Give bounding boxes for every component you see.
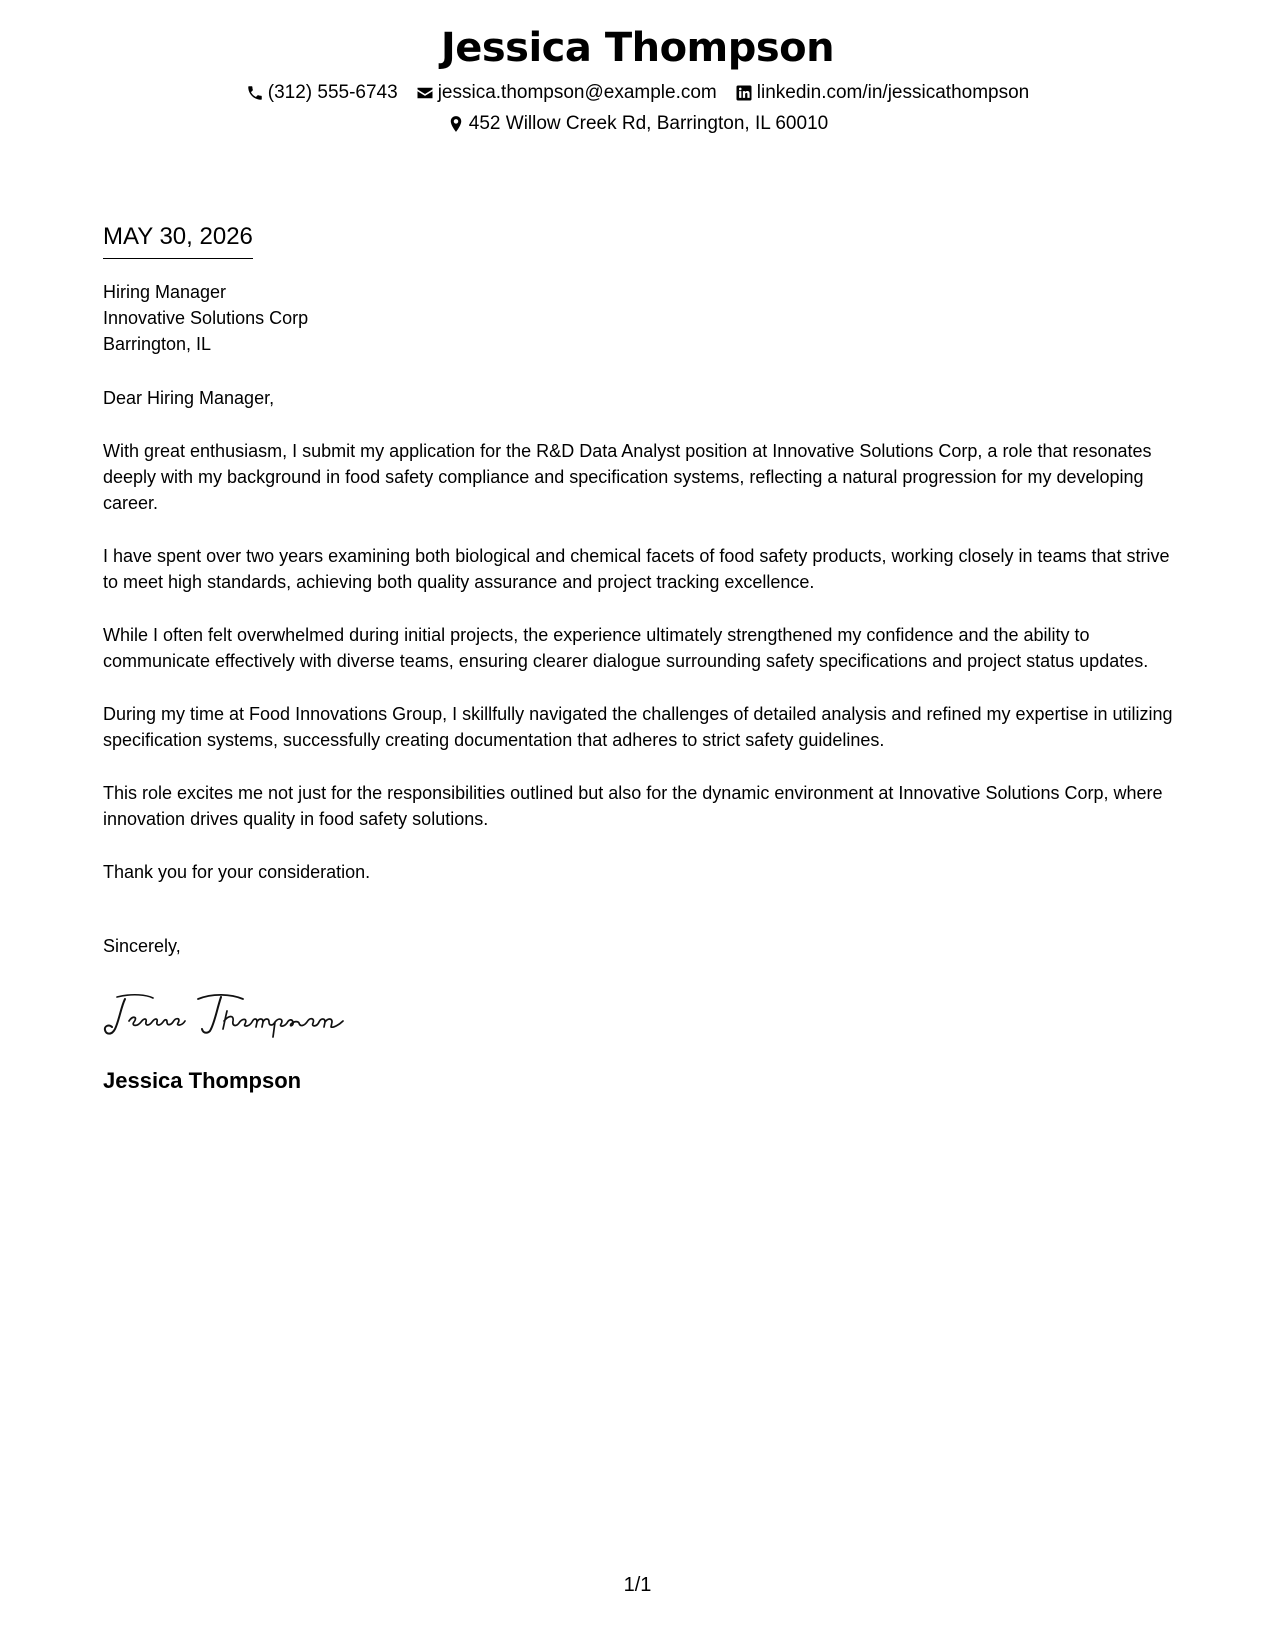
map-pin-icon: [447, 115, 465, 133]
body-paragraph: I have spent over two years examining both biological and chemical facets of food safety products, working closely in teams that strive to meet high standards, achieving both quality assurance and project tracking excellence.: [103, 546, 1170, 592]
contact-row-primary: [0, 80, 1275, 106]
signature-image: [103, 989, 368, 1043]
closing: Sincerely,: [103, 936, 181, 956]
letter-header: [0, 22, 1275, 137]
body-paragraph: This role excites me not just for the responsibilities outlined but also for the dynamic environment at Innovative Solutions Corp, where innovation drives quality in food safety solutions.: [103, 783, 1163, 829]
recipient-location: Barrington, IL: [103, 334, 212, 354]
recipient-title: Hiring Manager: [103, 282, 227, 302]
email-address[interactable]: jessica.thompson@example.com: [437, 82, 717, 103]
page-number: 1/1: [623, 1574, 652, 1596]
contact-linkedin[interactable]: [735, 80, 1029, 106]
linkedin-url[interactable]: linkedin.com/in/jessicathompson: [756, 82, 1030, 103]
phone-number: (312) 555-6743: [267, 82, 398, 103]
body-paragraph: While I often felt overwhelmed during initial projects, the experience ultimately strengthened my confidence and the ability to communicate effectively with diverse teams, ensuring clearer dialogue surrounding safety specifications and project status updates.: [103, 625, 1149, 671]
contact-phone: [246, 80, 398, 106]
recipient-company: Innovative Solutions Corp: [103, 308, 309, 328]
signer-name: Jessica Thompson: [103, 1068, 302, 1093]
body-paragraph: During my time at Food Innovations Group, I skillfully navigated the challenges of detailed analysis and refined my expertise in utilizing specification systems, successfully creating documentation that adheres to strict safety guidelines.: [103, 704, 1173, 750]
recipient-block: [103, 279, 1173, 357]
linkedin-icon: [735, 84, 753, 102]
body-paragraph: Thank you for your consideration.: [103, 862, 371, 882]
letter-date: MAY 30, 2026: [103, 222, 253, 259]
street-address: 452 Willow Creek Rd, Barrington, IL 60010: [468, 113, 829, 134]
letter-body: [103, 222, 1173, 1095]
envelope-icon: [416, 84, 434, 102]
salutation: Dear Hiring Manager,: [103, 388, 275, 408]
contact-email[interactable]: [416, 80, 717, 106]
applicant-name: Jessica Thompson: [440, 25, 835, 71]
body-paragraph: With great enthusiasm, I submit my application for the R&D Data Analyst position at Innovative Solutions Corp, a role that resonates deeply with my background in food safety compliance and specification systems, reflecting a natural progression for my developing career.: [103, 441, 1152, 513]
phone-icon: [246, 84, 264, 102]
contact-address: [447, 111, 828, 137]
contact-row-secondary: [0, 111, 1275, 137]
